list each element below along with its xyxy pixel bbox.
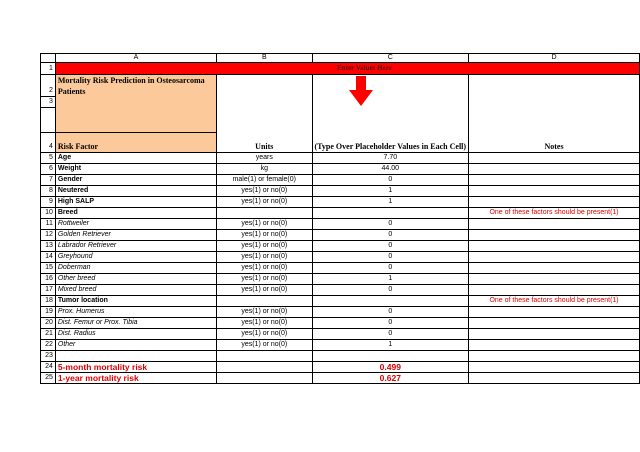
- banner-cell: [55, 63, 639, 75]
- banner-text: Enter Values Here: [337, 64, 392, 72]
- row-number[interactable]: [41, 108, 56, 133]
- values-header[interactable]: (Type Over Placeholder Values in Each Cell): [312, 133, 469, 153]
- value-cell[interactable]: 7.70: [312, 153, 469, 164]
- spreadsheet: [40, 53, 640, 384]
- row-number[interactable]: 13: [41, 241, 56, 252]
- factor-cell[interactable]: Weight: [55, 164, 216, 175]
- row-number[interactable]: 19: [41, 307, 56, 318]
- empty-cell[interactable]: [55, 351, 216, 362]
- notes-cell[interactable]: [469, 362, 640, 373]
- row-number[interactable]: 22: [41, 340, 56, 351]
- notes-header[interactable]: Notes: [469, 133, 640, 153]
- factor-cell[interactable]: Neutered: [55, 186, 216, 197]
- table-row: [41, 186, 640, 197]
- value-cell[interactable]: 0: [312, 175, 469, 186]
- empty-cell[interactable]: [469, 351, 640, 362]
- factor-cell[interactable]: Tumor location: [55, 296, 216, 307]
- table-row: [41, 252, 640, 263]
- row-number[interactable]: 10: [41, 208, 56, 219]
- notes-cell[interactable]: [469, 197, 640, 208]
- factor-cell[interactable]: Dist. Radius: [55, 329, 216, 340]
- notes-cell[interactable]: [469, 285, 640, 296]
- row-number[interactable]: 23: [41, 351, 56, 362]
- column-header-b[interactable]: B: [217, 54, 312, 63]
- factor-cell[interactable]: Prox. Humerus: [55, 307, 216, 318]
- units-cell[interactable]: yes(1) or no(0): [217, 329, 312, 340]
- units-cell[interactable]: yes(1) or no(0): [217, 230, 312, 241]
- table-row: [41, 329, 640, 340]
- table-row: [41, 75, 640, 97]
- notes-cell[interactable]: [469, 164, 640, 175]
- notes-cell[interactable]: [469, 153, 640, 164]
- cell-b2[interactable]: [217, 75, 312, 133]
- row-number[interactable]: 21: [41, 329, 56, 340]
- units-cell[interactable]: [217, 208, 312, 219]
- table-row: [41, 164, 640, 175]
- row-number[interactable]: 14: [41, 252, 56, 263]
- notes-cell[interactable]: [469, 307, 640, 318]
- value-cell[interactable]: 0: [312, 263, 469, 274]
- table-row: [41, 274, 640, 285]
- factor-cell[interactable]: Labrador Retriever: [55, 241, 216, 252]
- factor-cell[interactable]: Breed: [55, 208, 216, 219]
- title-cell[interactable]: [55, 75, 216, 133]
- units-cell[interactable]: yes(1) or no(0): [217, 285, 312, 296]
- table-row: [41, 219, 640, 230]
- row-number[interactable]: 17: [41, 285, 56, 296]
- factor-cell[interactable]: Other: [55, 340, 216, 351]
- page-title: Mortality Risk Prediction in Osteosarcoma Patients: [57, 76, 205, 96]
- value-cell[interactable]: 0: [312, 318, 469, 329]
- row-number[interactable]: 6: [41, 164, 56, 175]
- value-cell[interactable]: 0: [312, 329, 469, 340]
- units-cell[interactable]: yes(1) or no(0): [217, 197, 312, 208]
- five-month-risk-label[interactable]: 5-month mortality risk: [55, 362, 216, 373]
- row-number[interactable]: 9: [41, 197, 56, 208]
- row-number[interactable]: 25: [41, 373, 56, 384]
- table-row: [41, 241, 640, 252]
- row-number[interactable]: 16: [41, 274, 56, 285]
- value-cell[interactable]: [312, 296, 469, 307]
- value-cell[interactable]: 44.00: [312, 164, 469, 175]
- value-cell[interactable]: [312, 208, 469, 219]
- table-row: [41, 175, 640, 186]
- table-row: [41, 318, 640, 329]
- value-cell[interactable]: 1: [312, 197, 469, 208]
- row-number[interactable]: 5: [41, 153, 56, 164]
- units-cell[interactable]: [217, 296, 312, 307]
- value-cell[interactable]: 1: [312, 274, 469, 285]
- row-number[interactable]: 20: [41, 318, 56, 329]
- notes-cell[interactable]: One of these factors should be present(1): [469, 208, 640, 219]
- value-cell[interactable]: 0: [312, 230, 469, 241]
- table-row: [41, 208, 640, 219]
- notes-cell[interactable]: [469, 186, 640, 197]
- value-cell[interactable]: 1: [312, 186, 469, 197]
- units-cell[interactable]: yes(1) or no(0): [217, 252, 312, 263]
- notes-cell[interactable]: [469, 252, 640, 263]
- units-cell[interactable]: kg: [217, 164, 312, 175]
- row-number[interactable]: 11: [41, 219, 56, 230]
- factor-cell[interactable]: Golden Retriever: [55, 230, 216, 241]
- row-number[interactable]: 7: [41, 175, 56, 186]
- units-cell[interactable]: yes(1) or no(0): [217, 318, 312, 329]
- table-row: [41, 63, 640, 75]
- notes-cell[interactable]: [469, 318, 640, 329]
- row-number[interactable]: 1: [41, 63, 56, 75]
- table-row: [41, 285, 640, 296]
- units-cell[interactable]: yes(1) or no(0): [217, 186, 312, 197]
- column-header-c[interactable]: C: [312, 54, 469, 63]
- column-header-d[interactable]: D: [469, 54, 640, 63]
- row-number[interactable]: 8: [41, 186, 56, 197]
- notes-cell[interactable]: [469, 241, 640, 252]
- notes-cell[interactable]: [469, 263, 640, 274]
- column-header-row: [41, 54, 640, 63]
- units-cell[interactable]: yes(1) or no(0): [217, 340, 312, 351]
- value-cell[interactable]: 0: [312, 285, 469, 296]
- value-cell[interactable]: 0: [312, 252, 469, 263]
- table-row: [41, 153, 640, 164]
- units-cell[interactable]: [217, 373, 312, 384]
- row-number[interactable]: 2: [41, 75, 56, 97]
- header-row: [41, 133, 640, 153]
- cell-c2[interactable]: [312, 75, 469, 133]
- empty-cell[interactable]: [217, 351, 312, 362]
- table-row: [41, 296, 640, 307]
- units-cell[interactable]: yes(1) or no(0): [217, 219, 312, 230]
- units-cell[interactable]: years: [217, 153, 312, 164]
- table-row: [41, 197, 640, 208]
- one-year-risk-label[interactable]: 1-year mortality risk: [55, 373, 216, 384]
- column-header-a[interactable]: A: [55, 54, 216, 63]
- factor-cell[interactable]: Other breed: [55, 274, 216, 285]
- notes-cell[interactable]: [469, 175, 640, 186]
- units-cell[interactable]: yes(1) or no(0): [217, 274, 312, 285]
- row-number[interactable]: 18: [41, 296, 56, 307]
- notes-cell[interactable]: [469, 340, 640, 351]
- table-row: [41, 263, 640, 274]
- factor-cell[interactable]: Gender: [55, 175, 216, 186]
- five-month-risk-value[interactable]: 0.499: [312, 362, 469, 373]
- row-number[interactable]: 12: [41, 230, 56, 241]
- notes-cell[interactable]: One of these factors should be present(1): [469, 296, 640, 307]
- factor-cell[interactable]: Rottweiler: [55, 219, 216, 230]
- one-year-risk-value[interactable]: 0.627: [312, 373, 469, 384]
- value-cell[interactable]: 1: [312, 340, 469, 351]
- corner-cell[interactable]: [41, 54, 56, 63]
- table-row: [41, 373, 640, 384]
- table-row: [41, 340, 640, 351]
- factor-cell[interactable]: Age: [55, 153, 216, 164]
- factor-cell[interactable]: Doberman: [55, 263, 216, 274]
- value-cell[interactable]: 0: [312, 307, 469, 318]
- units-cell[interactable]: yes(1) or no(0): [217, 307, 312, 318]
- factor-cell[interactable]: High SALP: [55, 197, 216, 208]
- row-number[interactable]: 15: [41, 263, 56, 274]
- units-cell[interactable]: yes(1) or no(0): [217, 263, 312, 274]
- notes-cell[interactable]: [469, 230, 640, 241]
- risk-factor-header[interactable]: Risk Factor: [55, 133, 216, 153]
- factor-cell[interactable]: Mixed breed: [55, 285, 216, 296]
- row-number[interactable]: 4: [41, 133, 56, 153]
- table-row: [41, 307, 640, 318]
- row-number[interactable]: 3: [41, 97, 56, 108]
- table-row: [41, 230, 640, 241]
- factor-cell[interactable]: Dist. Femur or Prox. Tibia: [55, 318, 216, 329]
- units-cell[interactable]: yes(1) or no(0): [217, 241, 312, 252]
- units-header[interactable]: Units: [217, 133, 312, 153]
- cell-d2[interactable]: [469, 75, 640, 133]
- units-cell[interactable]: [217, 362, 312, 373]
- empty-cell[interactable]: [312, 351, 469, 362]
- notes-cell[interactable]: [469, 219, 640, 230]
- notes-cell[interactable]: [469, 329, 640, 340]
- notes-cell[interactable]: [469, 373, 640, 384]
- value-cell[interactable]: 0: [312, 241, 469, 252]
- value-cell[interactable]: 0: [312, 219, 469, 230]
- units-cell[interactable]: male(1) or female(0): [217, 175, 312, 186]
- table-row: [41, 351, 640, 362]
- notes-cell[interactable]: [469, 274, 640, 285]
- row-number[interactable]: 24: [41, 362, 56, 373]
- down-arrow-icon: [349, 76, 373, 106]
- factor-cell[interactable]: Greyhound: [55, 252, 216, 263]
- table-row: [41, 362, 640, 373]
